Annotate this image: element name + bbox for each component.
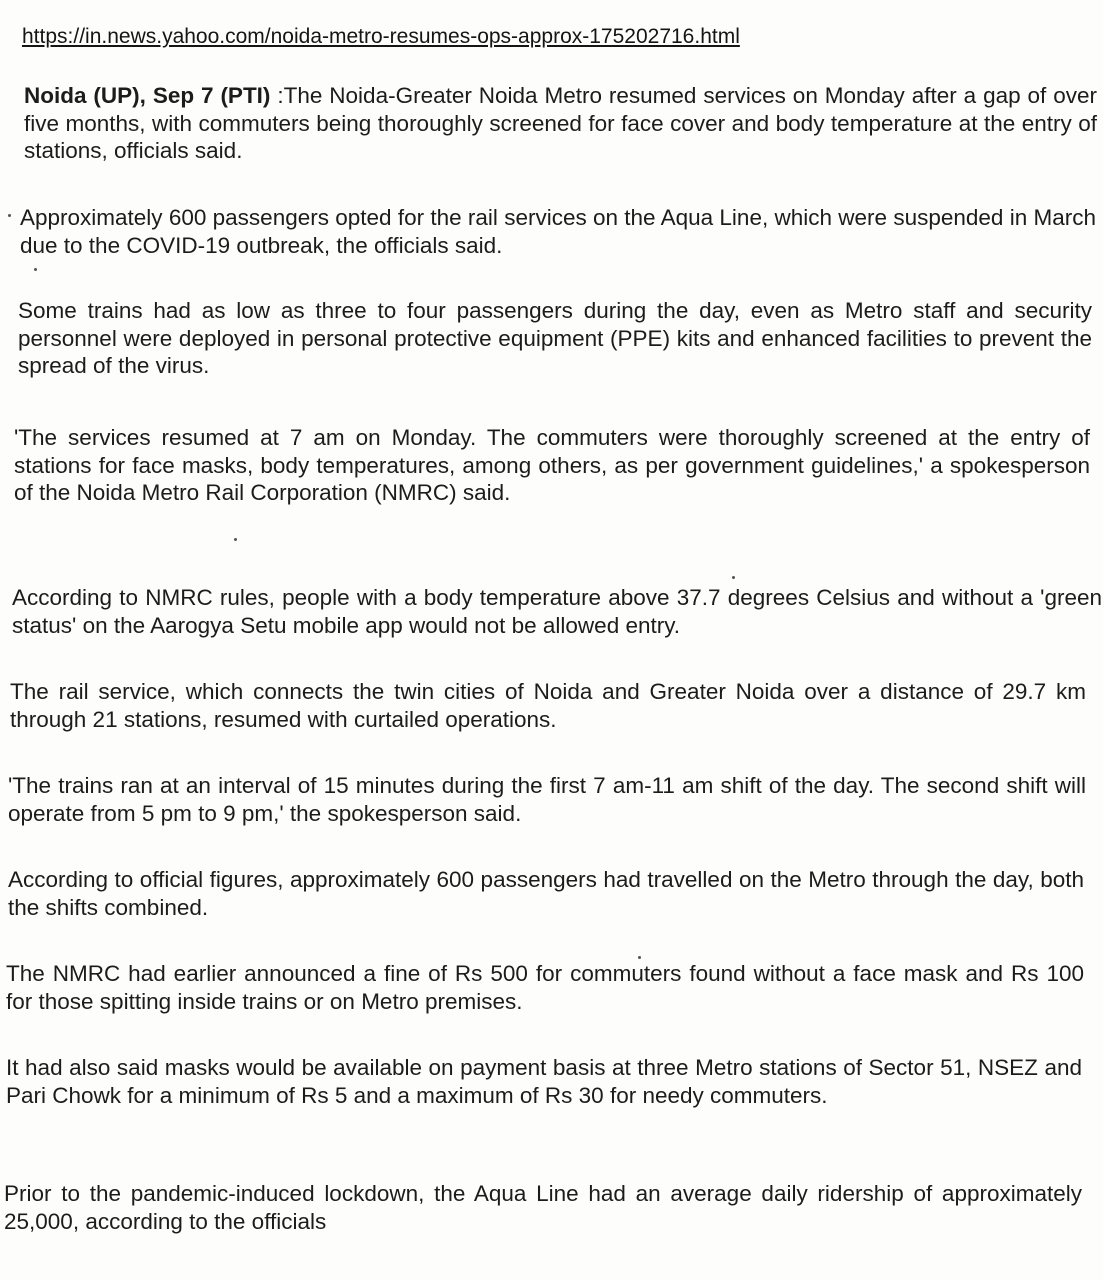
- dateline: Noida (UP), Sep 7 (PTI): [24, 83, 271, 108]
- paragraph-10: It had also said masks would be available on payment basis at three Metro stations of Sector 51, NSEZ and Pari Chowk for a minimum of Rs 5 and a maximum of Rs 30 for needy commuters.: [6, 1055, 1082, 1108]
- scan-speck: [638, 956, 641, 959]
- paragraph-2: Approximately 600 passengers opted for the rail services on the Aqua Line, which were suspended in March due to the COVID-19 outbreak, the officials said.: [20, 205, 1096, 258]
- paragraph-1: [24, 82, 1097, 165]
- source-url[interactable]: https://in.news.yahoo.com/noida-metro-resumes-ops-approx-175202716.html: [22, 25, 740, 48]
- paragraph-1-text: :The Noida-Greater Noida Metro resumed services on Monday after a gap of over five months, with commuters being thoroughly screened for face cover and body temperature at the entry of stations, officials said.: [24, 83, 1097, 163]
- paragraph-11: Prior to the pandemic-induced lockdown, the Aqua Line had an average daily ridership of approximately 25,000, according to the officials: [4, 1181, 1082, 1234]
- paragraph-6: The rail service, which connects the twin cities of Noida and Greater Noida over a distance of 29.7 km through 21 stations, resumed with curtailed operations.: [10, 679, 1086, 732]
- paragraph-9: The NMRC had earlier announced a fine of Rs 500 for commuters found without a face mask and Rs 100 for those spitting inside trains or on Metro premises.: [6, 961, 1084, 1014]
- paragraph-7: 'The trains ran at an interval of 15 minutes during the first 7 am-11 am shift of the day. The second shift will operate from 5 pm to 9 pm,' the spokesperson said.: [8, 773, 1086, 826]
- paragraph-4: 'The services resumed at 7 am on Monday. The commuters were thoroughly screened at the entry of stations for face masks, body temperatures, among others, as per government guidelines,' a spokesperson of the Noida Metro Rail Corporation (NMRC) said.: [14, 425, 1090, 505]
- scan-speck: [234, 538, 237, 541]
- paragraph-8: According to official figures, approximately 600 passengers had travelled on the Metro through the day, both the shifts combined.: [8, 867, 1084, 920]
- scan-speck: [8, 214, 11, 217]
- paragraph-5: According to NMRC rules, people with a body temperature above 37.7 degrees Celsius and without a 'green status' on the Aarogya Setu mobile app would not be allowed entry.: [12, 585, 1102, 638]
- paragraph-3: Some trains had as low as three to four passengers during the day, even as Metro staff and security personnel were deployed in personal protective equipment (PPE) kits and enhanced facilities to prevent the spread of the virus.: [18, 298, 1092, 378]
- scan-speck: [732, 576, 735, 579]
- scan-speck: [34, 268, 37, 271]
